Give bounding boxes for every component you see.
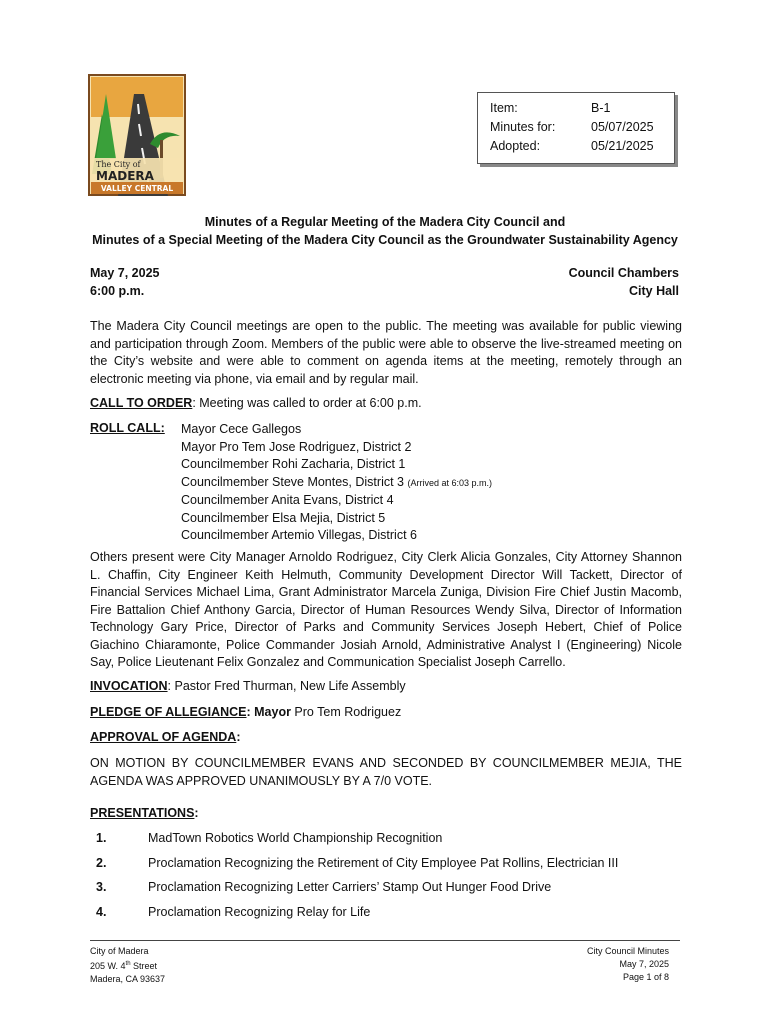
- others-present-paragraph: Others present were City Manager Arnoldo Rodriguez, City Clerk Alicia Gonzales, City Attorney Shannon L. Chaffin, City Engineer Keith Helmuth, Community Development Director Will Tackett, Director of Financial Services Michael Lima, Grant Administrator Marcela Zuniga, Division Fire Chief Justin Macomb, Fire Battalion Chief Anthony Garcia, Director of Human Resources Wendy Silva, Director of Information Technology Gary Price, Director of Parks and Community Services Joseph Hebert, Chief of Police Giachino Chiaramonte, Police Commander Josiah Arnold, Administrative Analyst I (Engineering) Nicole Say, Police Lieutenant Felix Gonzalez and Communication Specialist Joseph Carrello.: [90, 550, 682, 669]
- footer-address: [90, 945, 165, 986]
- invocation-label: INVOCATION: [90, 679, 168, 693]
- call-to-order-label: CALL TO ORDER: [90, 396, 193, 410]
- roll-call-member: Mayor Cece Gallegos: [181, 422, 302, 436]
- roll-call-label: ROLL CALL:: [90, 421, 165, 435]
- footer-street: 205 W. 4th Street: [90, 961, 158, 971]
- meeting-time: 6:00 p.m.: [90, 284, 145, 298]
- roll-call-member: Councilmember Elsa Mejia, District 5: [181, 510, 386, 525]
- footer-page-number: Page 1 of 8: [622, 972, 669, 982]
- approval-motion: ON MOTION BY COUNCILMEMBER EVANS AND SECONDED BY COUNCILMEMBER MEJIA, THE AGENDA WAS APPROVED UNANIMOUSLY BY A 7/0 VOTE.: [90, 756, 682, 788]
- footer-divider: [90, 940, 680, 941]
- logo-line3: VALLEY CENTRAL: [100, 184, 174, 193]
- roll-call-member: Councilmember Rohi Zacharia, District 1: [181, 457, 406, 471]
- roll-call-member: Mayor Pro Tem Jose Rodriguez, District 2: [181, 439, 412, 454]
- presentations-label: PRESENTATIONS: [90, 806, 195, 820]
- roll-call-member-row: [181, 474, 492, 493]
- footer-city: City of Madera: [90, 946, 149, 956]
- meeting-location-2: City Hall: [628, 284, 679, 298]
- intro-paragraph: The Madera City Council meetings are open to the public. The meeting was available for public viewing and participation through Zoom. Members of the public were able to observe the live-streamed meeting on the City’s website and were able to comment on agenda items at the meeting, remotely through an electronic meeting via phone, via email and by regular mail.: [90, 319, 682, 386]
- pledge-bold: : Mayor: [246, 705, 291, 719]
- footer-doc-name: City Council Minutes: [586, 946, 669, 956]
- pledge-text: Pro Tem Rodriguez: [290, 705, 402, 719]
- presentation-number: 4.: [96, 905, 107, 919]
- adopted-label: Adopted:: [490, 139, 541, 153]
- item-info-box: [477, 92, 675, 164]
- presentation-item: Proclamation Recognizing Letter Carriers’ Stamp Out Hunger Food Drive: [148, 880, 552, 894]
- minutes-for-value: 05/07/2025: [591, 120, 654, 134]
- arrival-note: (Arrived at 6:03 p.m.): [407, 477, 493, 488]
- call-to-order-text: : Meeting was called to order at 6:00 p.m.: [192, 396, 422, 410]
- footer-citystate: Madera, CA 93637: [90, 974, 166, 984]
- logo-line1: The City of: [96, 160, 141, 169]
- item-value: B-1: [591, 101, 611, 115]
- meeting-location-1: Council Chambers: [568, 266, 679, 280]
- document-title-line1: Minutes of a Regular Meeting of the Madera City Council and: [204, 215, 566, 229]
- presentations-colon: :: [194, 806, 199, 820]
- approval-of-agenda: [90, 730, 240, 744]
- meeting-date: May 7, 2025: [90, 266, 160, 280]
- presentation-number: 3.: [96, 880, 107, 894]
- city-of-madera-logo: [88, 74, 186, 196]
- pledge: [90, 705, 401, 719]
- document-title-line2: Minutes of a Special Meeting of the Madera City Council as the Groundwater Sustainability Agency: [92, 233, 678, 247]
- invocation-text: : Pastor Fred Thurman, New Life Assembly: [167, 679, 406, 693]
- footer-date: May 7, 2025: [619, 959, 669, 969]
- presentation-item: Proclamation Recognizing the Retirement of City Employee Pat Rollins, Electrician III: [148, 856, 619, 870]
- roll-call-member: Councilmember Artemio Villegas, District 6: [181, 528, 417, 542]
- minutes-for-label: Minutes for:: [490, 120, 556, 134]
- presentation-number: 2.: [96, 856, 107, 870]
- presentation-number: 1.: [96, 831, 107, 845]
- call-to-order: [90, 396, 422, 410]
- roll-call-list: [181, 421, 492, 545]
- approval-label: APPROVAL OF AGENDA: [90, 730, 237, 744]
- approval-colon: :: [236, 730, 241, 744]
- item-label: Item:: [490, 101, 518, 115]
- pledge-label: PLEDGE OF ALLEGIANCE: [90, 705, 247, 719]
- presentation-item: Proclamation Recognizing Relay for Life: [148, 905, 371, 919]
- logo-line2: MADERA: [96, 169, 154, 183]
- roll-call-member: Councilmember Anita Evans, District 4: [181, 493, 394, 507]
- footer-page-info: [540, 945, 669, 984]
- adopted-value: 05/21/2025: [591, 139, 654, 153]
- roll-call-member: Councilmember Steve Montes, District 3: [181, 474, 404, 489]
- presentations-heading: [90, 806, 199, 820]
- presentation-item: MadTown Robotics World Championship Recognition: [148, 831, 443, 845]
- invocation: [90, 679, 406, 693]
